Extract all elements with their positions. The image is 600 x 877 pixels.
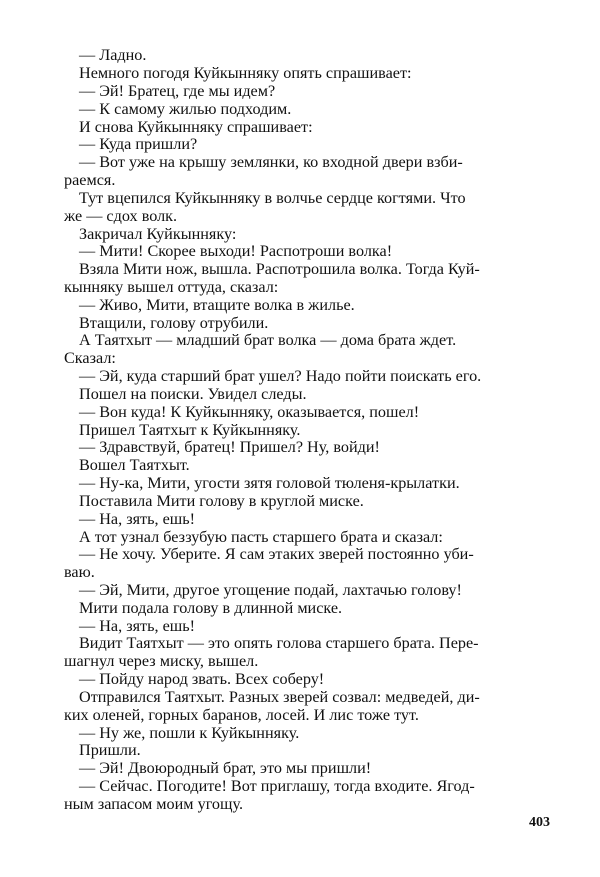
text-line: — Эй! Двоюродный брат, это мы пришли! — [79, 759, 372, 777]
text-line: — Ну же, пошли к Куйкынняку. — [79, 724, 300, 742]
text-line: Отправился Таятхыт. Разных зверей созвал: медведей, ди- — [79, 688, 480, 706]
text-line: Тут вцепился Куйкынняку в волчье сердце когтями. Что — [79, 189, 466, 207]
text-line: Закричал Куйкынняку: — [79, 225, 237, 243]
text-line: Поставила Мити голову в круглой миске. — [79, 492, 364, 510]
text-line: — К самому жилью подходим. — [79, 100, 292, 118]
text-line: — Сейчас. Погодите! Вот приглашу, тогда входите. Ягод- — [79, 777, 475, 795]
text-line: Видит Таятхыт — это опять голова старшего брата. Пере- — [79, 634, 479, 652]
text-line: — Ладно. — [79, 46, 147, 64]
text-line: ких оленей, горных баранов, лосей. И лис тоже тут. — [64, 706, 419, 724]
text-line: Сказал: — [64, 349, 116, 367]
text-line: — На, зять, ешь! — [79, 617, 196, 635]
text-line: — Эй, куда старший брат ушел? Надо пойти поискать его. — [79, 367, 482, 385]
text-line: — Вот уже на крышу землянки, ко входной двери взби- — [79, 153, 463, 171]
page-number: 403 — [529, 815, 550, 830]
text-line: — Вон куда! К Куйкынняку, оказывается, пошел! — [79, 403, 420, 421]
text-line: — Пойду народ звать. Всех соберу! — [79, 670, 325, 688]
text-line: А Таятхыт — младший брат волка — дома брата ждет. — [79, 331, 457, 349]
text-line: Немного погодя Куйкынняку опять спрашивает: — [79, 64, 412, 82]
text-line: шагнул через миску, вышел. — [64, 652, 259, 670]
text-line: кынняку вышел оттуда, сказал: — [64, 278, 279, 296]
text-line: А тот узнал беззубую пасть старшего брата и сказал: — [79, 528, 443, 546]
text-line: — Мити! Скорее выходи! Распотроши волка! — [79, 242, 393, 260]
text-line: Втащили, голову отрубили. — [79, 314, 269, 332]
text-line: Мити подала голову в длинной миске. — [79, 599, 343, 617]
text-line: — Живо, Мити, втащите волка в жилье. — [79, 296, 355, 314]
text-line: же — сдох волк. — [64, 207, 178, 225]
text-line: ным запасом моим угощу. — [64, 795, 244, 813]
text-line: — Ну-ка, Мити, угости зятя головой тюленя-крылатки. — [79, 474, 460, 492]
text-line: Пошел на поиски. Увидел следы. — [79, 385, 307, 403]
text-line: — Здравствуй, братец! Пришел? Ну, войди! — [79, 438, 380, 456]
text-line: — Эй, Мити, другое угощение подай, лахтачью голову! — [79, 581, 462, 599]
text-line: Пришли. — [79, 741, 141, 759]
text-line: Пришел Таятхыт к Куйкынняку. — [79, 421, 301, 439]
text-line: — Куда пришли? — [79, 135, 198, 153]
text-line: Вошел Таятхыт. — [79, 456, 190, 474]
text-line: раемся. — [64, 171, 116, 189]
text-line: Взяла Мити нож, вышла. Распотрошила волка. Тогда Куй- — [79, 260, 480, 278]
text-line: ваю. — [64, 563, 95, 581]
text-line: — Не хочу. Уберите. Я сам этаких зверей постоянно уби- — [79, 545, 474, 563]
text-line: — Эй! Братец, где мы идем? — [79, 82, 276, 100]
text-line: И снова Куйкынняку спрашивает: — [79, 118, 313, 136]
text-line: — На, зять, ешь! — [79, 510, 196, 528]
